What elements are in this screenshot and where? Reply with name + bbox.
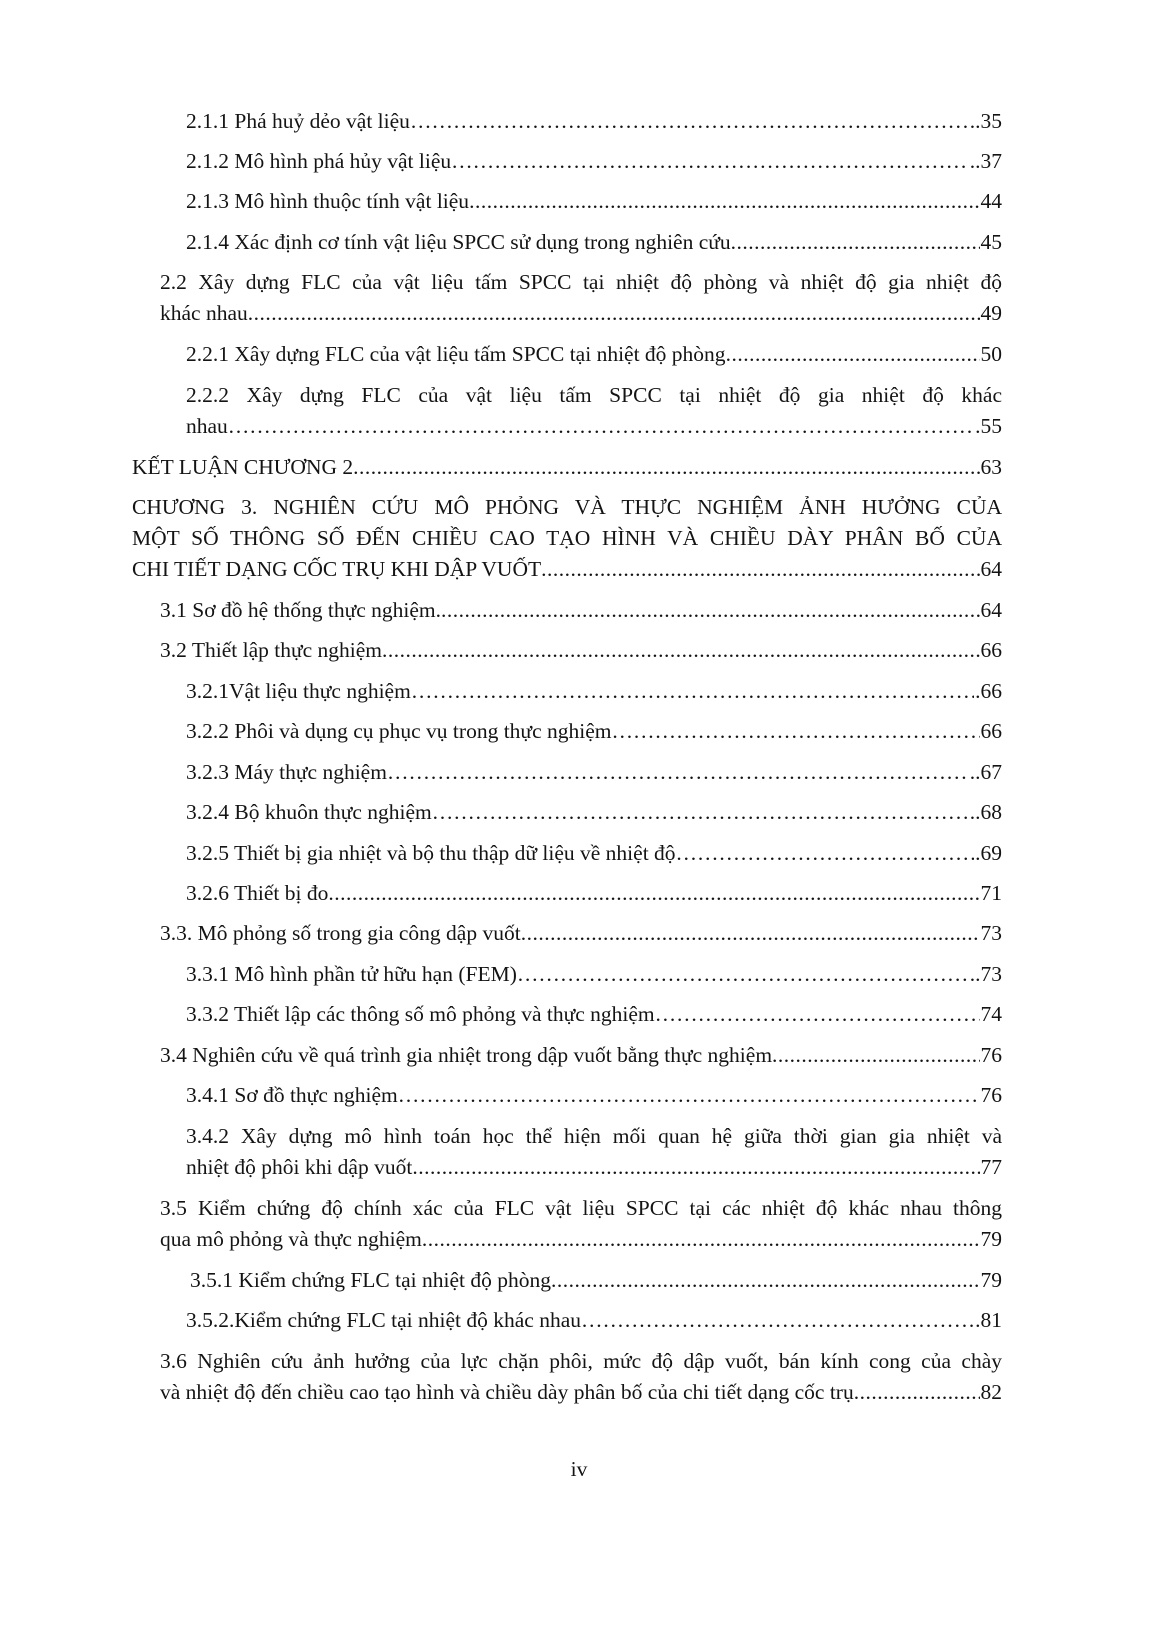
toc-entry-3-3[interactable] (160, 918, 1002, 949)
toc-entry-title: khác nhau (160, 301, 248, 325)
dot-leader (731, 227, 980, 258)
toc-entry-title: KẾT LUẬN CHƯƠNG 2 (132, 455, 354, 479)
toc-entry-title: 3.2.6 Thiết bị đo (186, 881, 329, 905)
toc-entry-title: 3.2.3 Máy thực nghiệm (186, 760, 387, 784)
toc-entry-2-2-1[interactable] (186, 339, 1002, 370)
dot-leader (441, 595, 979, 626)
dot-leader (726, 339, 980, 370)
toc-entry-2-1-2[interactable] (186, 146, 1002, 177)
toc-entry-title: 2.1.3 Mô hình thuộc tính vật liệu (186, 189, 470, 213)
dot-leader (541, 554, 979, 585)
toc-entry-3-2-1[interactable] (186, 676, 1002, 707)
toc-entry-page: 74 (980, 1002, 1002, 1026)
toc-entry-3-6[interactable] (160, 1346, 1002, 1408)
toc-entry-title: 3.2.2 Phôi và dụng cụ phục vụ trong thực nghiệm (186, 719, 612, 743)
toc-entry-title-line: CHƯƠNG 3. NGHIÊN CỨU MÔ PHỎNG VÀ THỰC NGHIỆM ẢNH HƯỞNG CỦA (132, 495, 1002, 519)
toc-entry-3-2-5[interactable] (186, 838, 1002, 869)
toc-entry-3-4[interactable] (160, 1040, 1002, 1071)
toc-entry-page: 64 (980, 557, 1002, 581)
toc-entry-title: 3.5.2.Kiểm chứng FLC tại nhiệt độ khác nhau (186, 1308, 581, 1332)
dot-leader (382, 635, 979, 666)
toc-entry-page: 77 (980, 1155, 1002, 1179)
toc-entry-chuong-3[interactable] (132, 492, 1002, 585)
dot-leader (328, 878, 979, 909)
toc-entry-3-1[interactable] (160, 595, 1002, 626)
toc-entry-2-2[interactable] (160, 267, 1002, 329)
toc-entry-2-1-4[interactable] (186, 227, 1002, 258)
toc-entry-page: 49 (980, 301, 1002, 325)
toc-entry-page: 45 (980, 230, 1002, 254)
toc-entry-title: 2.1.2 Mô hình phá hủy vật liệu (186, 149, 452, 173)
toc-entry-3-4-1[interactable] (186, 1080, 1002, 1111)
dot-leader (521, 918, 980, 949)
dot-leader (387, 757, 969, 788)
dot-leader (676, 838, 975, 869)
toc-entry-title: 3.5.1 Kiểm chứng FLC tại nhiệt độ phòng (190, 1268, 551, 1292)
dot-leader (517, 959, 969, 990)
toc-entry-page: 82 (980, 1380, 1002, 1404)
dot-leader (469, 186, 979, 217)
toc-entry-3-5-1[interactable] (190, 1265, 1002, 1296)
toc-entry-title: qua mô phỏng và thực nghiệm (160, 1227, 422, 1251)
toc-entry-title-line: 3.5 Kiểm chứng độ chính xác của FLC vật liệu SPCC tại các nhiệt độ khác nhau thông (160, 1196, 1002, 1220)
toc-entry-title: nhiệt độ phôi khi dập vuốt (186, 1155, 413, 1179)
toc-entry-page: 71 (980, 881, 1002, 905)
toc-entry-2-2-2[interactable] (186, 380, 1002, 442)
toc-entry-3-3-2[interactable] (186, 999, 1002, 1030)
dot-leader (422, 1224, 980, 1255)
toc-entry-page: 50 (980, 342, 1002, 366)
dot-leader (451, 146, 969, 177)
dot-leader (248, 298, 980, 329)
toc-entry-title: nhau (186, 414, 228, 438)
dot-leader (412, 1152, 979, 1183)
dot-leader (432, 797, 969, 828)
toc-entry-page: 66 (980, 719, 1002, 743)
toc-entry-page: .81 (975, 1308, 1002, 1332)
toc-entry-title-line: 2.2.2 Xây dựng FLC của vật liệu tấm SPCC tại nhiệt độ gia nhiệt độ khác (186, 383, 1002, 407)
toc-entry-title: 3.2.5 Thiết bị gia nhiệt và bộ thu thập dữ liệu về nhiệt độ (186, 841, 676, 865)
toc-entry-page: .69 (975, 841, 1002, 865)
dot-leader (411, 676, 974, 707)
dot-leader (854, 1377, 980, 1408)
toc-entry-3-2-4[interactable] (186, 797, 1002, 828)
toc-entry-3-2[interactable] (160, 635, 1002, 666)
toc-entry-title: 3.3.2 Thiết lập các thông số mô phỏng và thực nghiệm (186, 1002, 655, 1026)
toc-entry-title: 2.2.1 Xây dựng FLC của vật liệu tấm SPCC tại nhiệt độ phòng (186, 342, 726, 366)
dot-leader (398, 1080, 980, 1111)
toc-entry-title: 2.1.4 Xác định cơ tính vật liệu SPCC sử dụng trong nghiên cứu (186, 230, 731, 254)
toc-entry-title: 3.3. Mô phỏng số trong gia công dập vuốt (160, 921, 521, 945)
toc-entry-3-2-3[interactable] (186, 757, 1002, 788)
toc-entry-page: 44 (980, 189, 1002, 213)
toc-entry-3-3-1[interactable] (186, 959, 1002, 990)
toc-entry-page: ..37 (969, 149, 1002, 173)
toc-entry-title: 3.2 Thiết lập thực nghiệm (160, 638, 383, 662)
toc-entry-2-1-1[interactable] (186, 106, 1002, 137)
toc-entry-title-line: 3.4.2 Xây dựng mô hình toán học thể hiện mối quan hệ giữa thời gian gia nhiệt và (186, 1124, 1002, 1148)
toc-entry-page: 63 (980, 455, 1002, 479)
dot-leader (772, 1040, 979, 1071)
toc-entry-page: ..73 (969, 962, 1002, 986)
dot-leader (611, 716, 979, 747)
toc-entry-title: 3.4.1 Sơ đồ thực nghiệm (186, 1083, 398, 1107)
toc-entry-page: 66 (980, 638, 1002, 662)
toc-entry-page: .66 (975, 679, 1002, 703)
toc-entry-page: 64 (980, 598, 1002, 622)
toc-entry-title: và nhiệt độ đến chiều cao tạo hình và chiều dày phân bố của chi tiết dạng cốc trụ (160, 1380, 854, 1404)
toc-entry-3-5-2[interactable] (186, 1305, 1002, 1336)
toc-entry-2-1-3[interactable] (186, 186, 1002, 217)
toc-entry-title: 3.4 Nghiên cứu về quá trình gia nhiệt trong dập vuốt bằng thực nghiệm (160, 1043, 773, 1067)
toc-entry-page: ..35 (969, 109, 1002, 133)
dot-leader (410, 106, 969, 137)
page-number: iv (570, 1457, 588, 1481)
toc-entry-ket-luan-chuong-2[interactable] (132, 452, 1002, 483)
toc-entry-page: 73 (980, 921, 1002, 945)
toc-entry-page: 76 (980, 1083, 1002, 1107)
toc-entry-page: 79 (980, 1227, 1002, 1251)
dot-leader (581, 1305, 974, 1336)
toc-entry-3-2-2[interactable] (186, 716, 1002, 747)
toc-entry-title: 3.2.4 Bộ khuôn thực nghiệm (186, 800, 432, 824)
toc-entry-3-2-6[interactable] (186, 878, 1002, 909)
toc-entry-page: 79 (980, 1268, 1002, 1292)
toc-entry-title-line: MỘT SỐ THÔNG SỐ ĐẾN CHIỀU CAO TẠO HÌNH VÀ CHIỀU DÀY PHÂN BỐ CỦA (132, 526, 1002, 550)
dot-leader (353, 452, 979, 483)
toc-entry-page: 76 (980, 1043, 1002, 1067)
dot-leader (551, 1265, 980, 1296)
toc-entry-3-5[interactable] (160, 1193, 1002, 1255)
toc-entry-title: 3.3.1 Mô hình phần tử hữu hạn (FEM) (186, 962, 517, 986)
toc-entry-page: ..68 (969, 800, 1002, 824)
toc-entry-page: .55 (975, 414, 1002, 438)
toc-entry-title-line: 2.2 Xây dựng FLC của vật liệu tấm SPCC tại nhiệt độ phòng và nhiệt độ gia nhiệt độ (160, 270, 1002, 294)
dot-leader (655, 999, 980, 1030)
dot-leader (228, 411, 974, 442)
toc-entry-title: 3.1 Sơ đồ hệ thống thực nghiệm. (160, 598, 442, 622)
toc-entry-title: 3.2.1Vật liệu thực nghiệm (186, 679, 411, 703)
toc-entry-title-line: 3.6 Nghiên cứu ảnh hưởng của lực chặn phôi, mức độ dập vuốt, bán kính cong của chày (160, 1349, 1002, 1373)
toc-entry-title: 2.1.1 Phá huỷ dẻo vật liệu (186, 109, 410, 133)
toc-entry-3-4-2[interactable] (186, 1121, 1002, 1183)
toc-entry-page: ..67 (969, 760, 1002, 784)
toc-entry-title: CHI TIẾT DẠNG CỐC TRỤ KHI DẬP VUỐT (132, 557, 542, 581)
